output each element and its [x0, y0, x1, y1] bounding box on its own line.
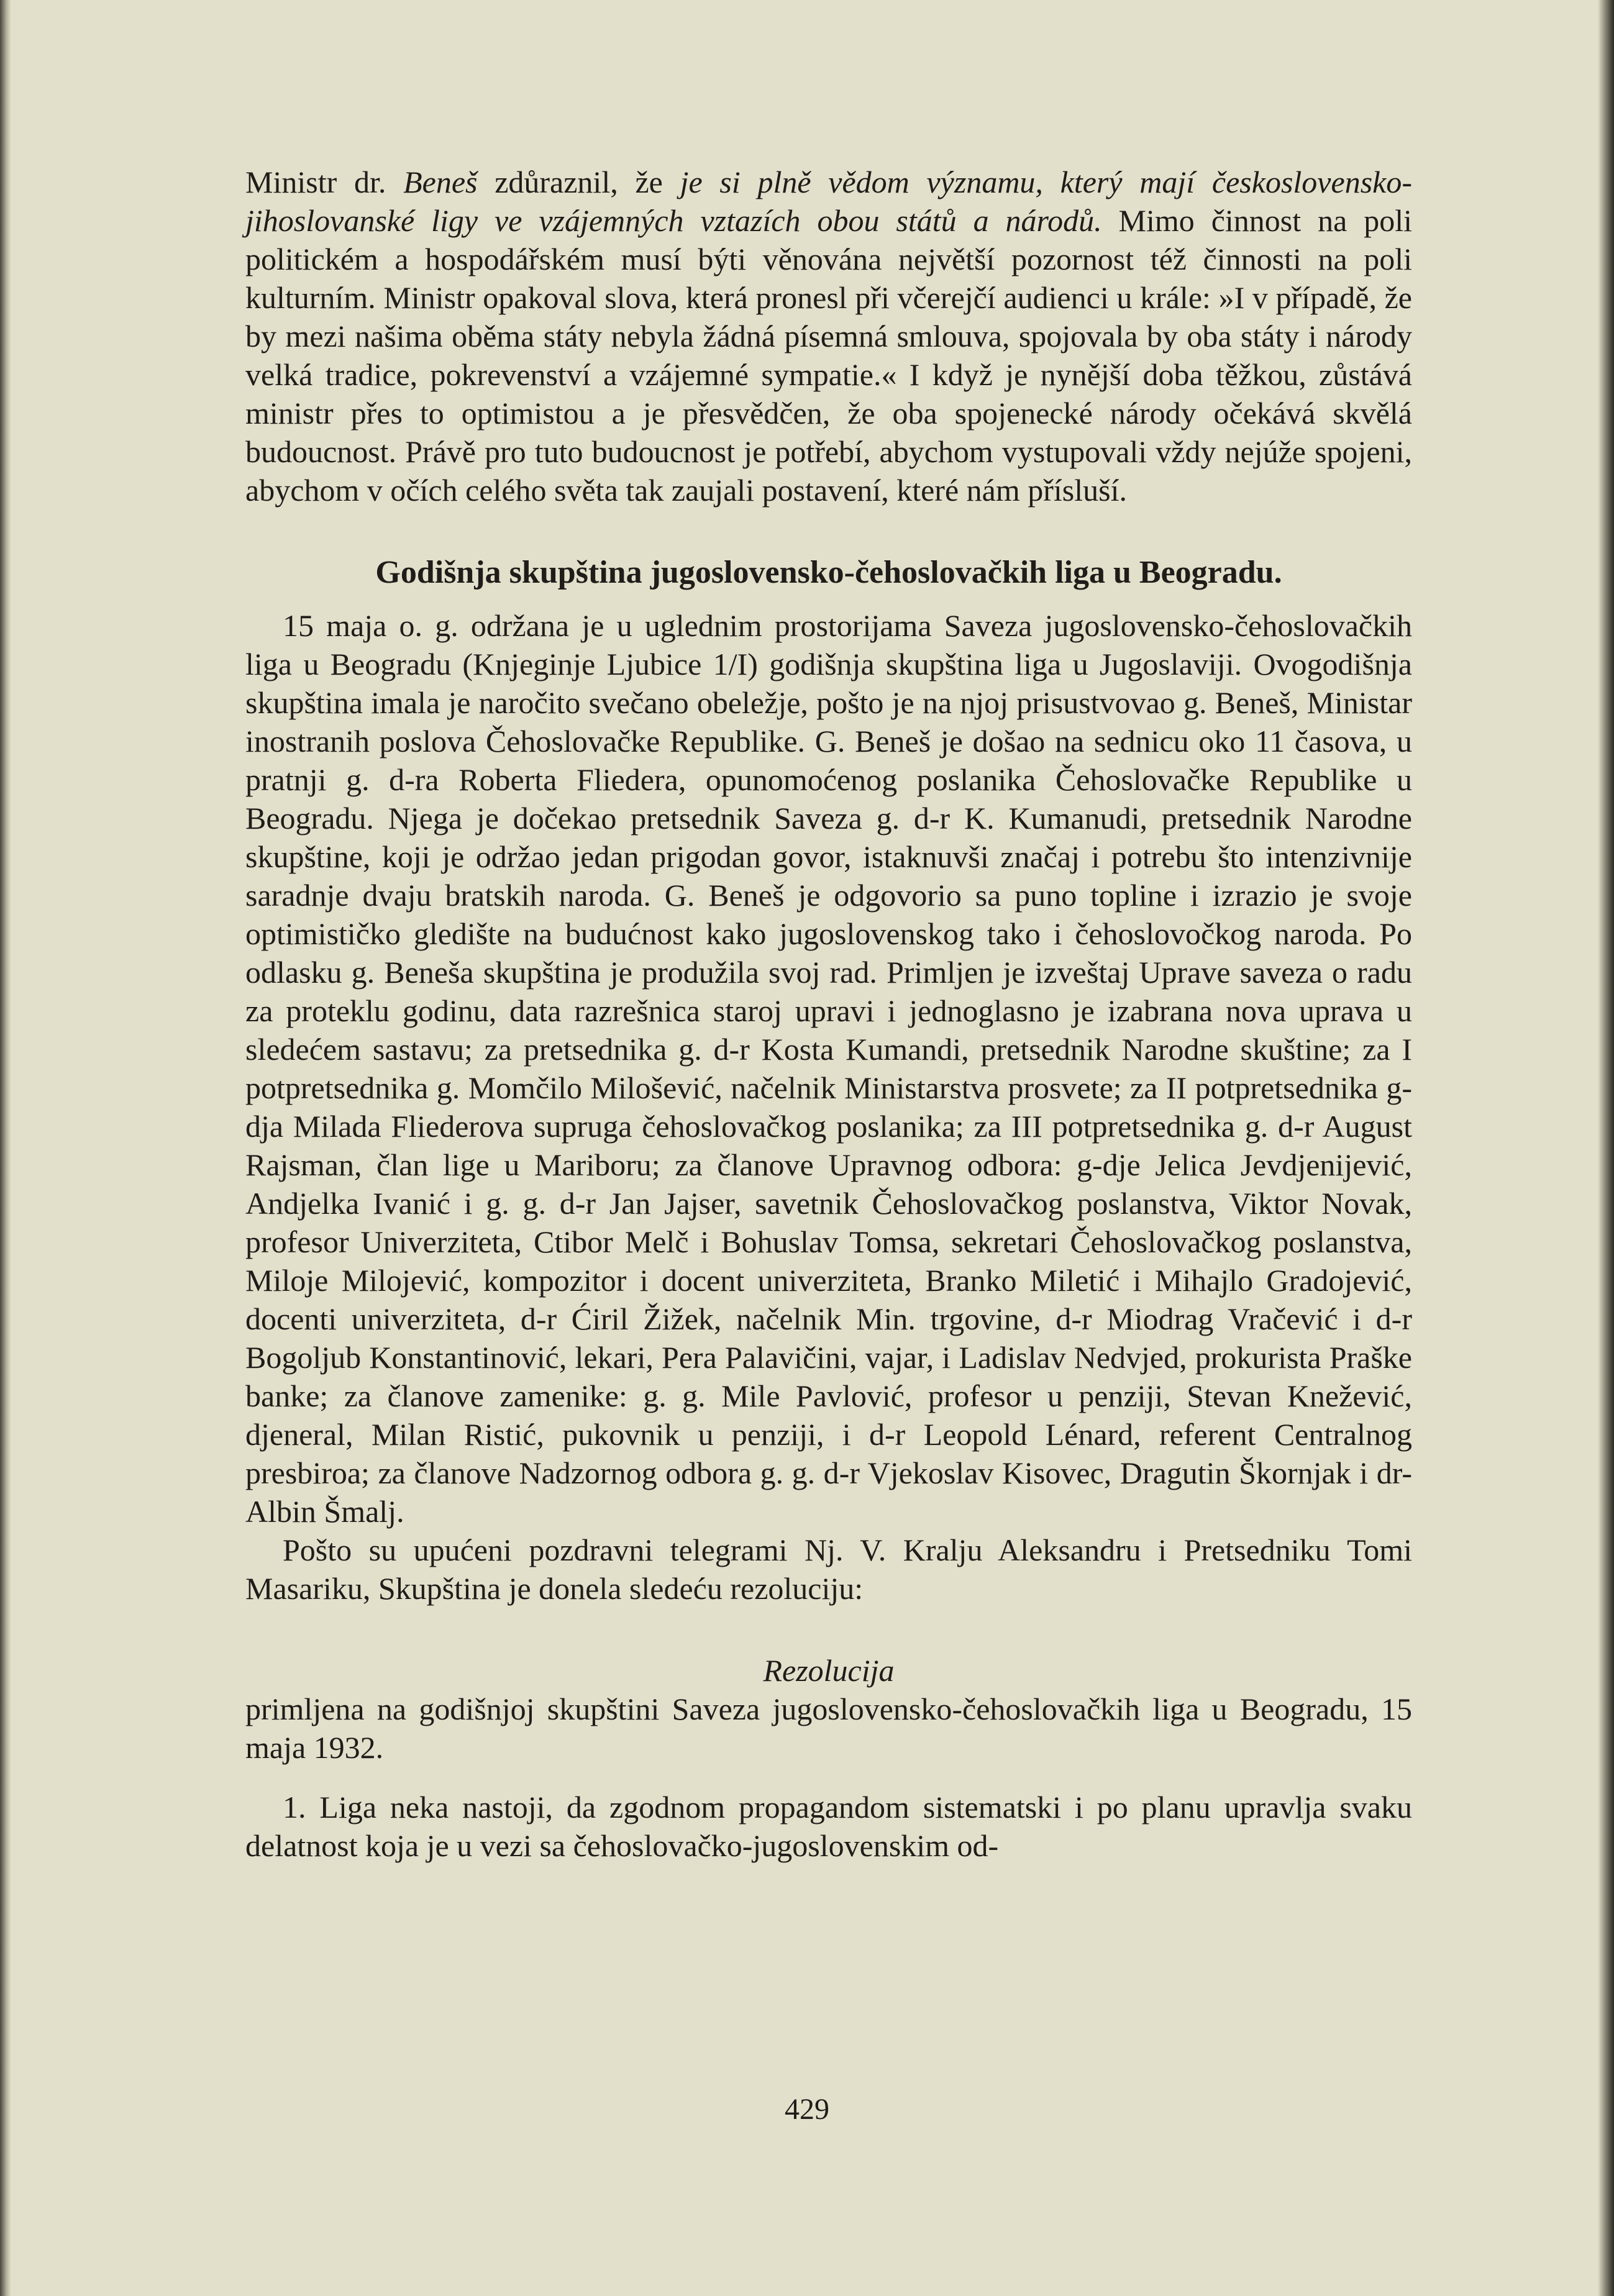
scan-edge-right — [1598, 0, 1614, 2296]
section-heading: Godišnja skupština jugoslovensko-čehoslovačkih liga u Beogradu. — [375, 555, 1282, 590]
resolution-title: Rezolucija — [763, 1653, 895, 1688]
text-run: zdůraznil, že — [477, 165, 680, 199]
resolution-item: 1. Liga neka nastoji, da zgodnom propagandom sistematski i po planu upravlja svaku delatnost koja je u vezi sa čehoslovačko-jugoslovenskim od- — [245, 1790, 1412, 1863]
quoted-emphasis: je si plně vědom významu, který mají československo-jihoslovanské ligy ve vzájemných vztazích obou států a národů. — [245, 165, 1412, 238]
scan-edge-left — [0, 0, 11, 2296]
name-emphasis: Beneš — [403, 165, 478, 199]
resolution-subtitle: primljena na godišnjoj skupštini Saveza jugoslovensko-čehoslovačkih liga u Beogradu, 15 maja 1932. — [245, 1692, 1412, 1765]
text-run: Ministr dr. — [245, 165, 404, 199]
page-number: 429 — [785, 2093, 829, 2126]
page-body — [245, 163, 1412, 1865]
text-run: Mimo činnost na poli politickém a hospodářském musí býti věnována největší pozornost též činnosti na poli kulturním. Ministr opakoval slova, která pronesl při včerejčí audienci u krále: »I v případě, že by mezi našima oběma státy nebyla žádná písemná smlouva, spojovala by oba státy i národy velká tradice, pokrevenství a vzájemné sympatie.« I když je nynější doba těžkou, zůstává ministr přes to optimistou a je přesvědčen, že oba spojenecké národy očekává skvělá budoucnost. Právě pro tuto budoucnost je potřebí, abychom vystupovali vždy nejúže spojeni, abychom v očích celého světa tak zaujali postavení, které nám přísluší. — [245, 203, 1412, 508]
paragraph-czech — [245, 163, 1412, 509]
paragraph-assembly: 15 maja o. g. održana je u uglednim prostorijama Saveza jugoslovensko-čehoslovačkih liga u Beogradu (Knjeginje Ljubice 1/I) godišnja skupština liga u Jugoslaviji. Ovogodišnja skupština imala je naročito svečano obeležje, pošto je na njoj prisustvovao g. Beneš, Ministar inostranih poslova Čehoslovačke Republike. G. Beneš je došao na sednicu oko 11 časova, u pratnji g. d-ra Roberta Fliedera, opunomoćenog poslanika Čehoslovačke Republike u Beogradu. Njega je dočekao pretsednik Saveza g. d-r K. Kumanudi, pretsednik Narodne skupštine, koji je održao jedan prigodan govor, istaknuvši značaj i potrebu što intenzivnije saradnje dvaju bratskih naroda. G. Beneš je odgovorio sa puno topline i izrazio je svoje optimističko gledište na budućnost kako jugoslovenskog tako i čehoslovočkog naroda. Po odlasku g. Beneša skupština je produžila svoj rad. Primljen je izveštaj Uprave saveza o radu za proteklu godinu, data razrešnica staroj upravi i jednoglasno je izabrana nova uprava u sledećem sastavu; za pretsednika g. d-r Kosta Kumandi, pretsednik Narodne skuštine; za I potpretsednika g. Momčilo Milošević, načelnik Ministarstva prosvete; za II potpretsednika g-dja Milada Fliederova supruga čehoslovačkog poslanika; za III potpretsednika g. d-r August Rajsman, član lige u Mariboru; za članove Upravnog odbora: g-dje Jelica Jevdjenijević, Andjelka Ivanić i g. g. d-r Jan Jajser, savetnik Čehoslovačkog poslanstva, Viktor Novak, profesor Univerziteta, Ctibor Melč i Bohuslav Tomsa, sekretari Čehoslovačkog poslanstva, Miloje Milojević, kompozitor i docent univerziteta, Branko Miletić i Mihajlo Gradojević, docenti univerziteta, d-r Ćiril Žižek, načelnik Min. trgovine, d-r Miodrag Vračević i d-r Bogoljub Konstantinović, lekari, Pera Palavičini, vajar, i Ladislav Nedvjed, prokurista Praške banke; za članove zamenike: g. g. Mile Pavlović, profesor u penziji, Stevan Knežević, djeneral, Milan Ristić, pukovnik u penziji, i d-r Leopold Lénard, referent Centralnog presbiroa; za članove Nadzornog odbora g. g. d-r Vjekoslav Kisovec, Dragutin Škornjak i dr- Albin Šmalj. — [245, 608, 1412, 1529]
paragraph-telegrams: Pošto su upućeni pozdravni telegrami Nj. V. Kralju Aleksandru i Pretsedniku Tomi Masariku, Skupština je donela sledeću rezoluciju: — [245, 1533, 1412, 1606]
